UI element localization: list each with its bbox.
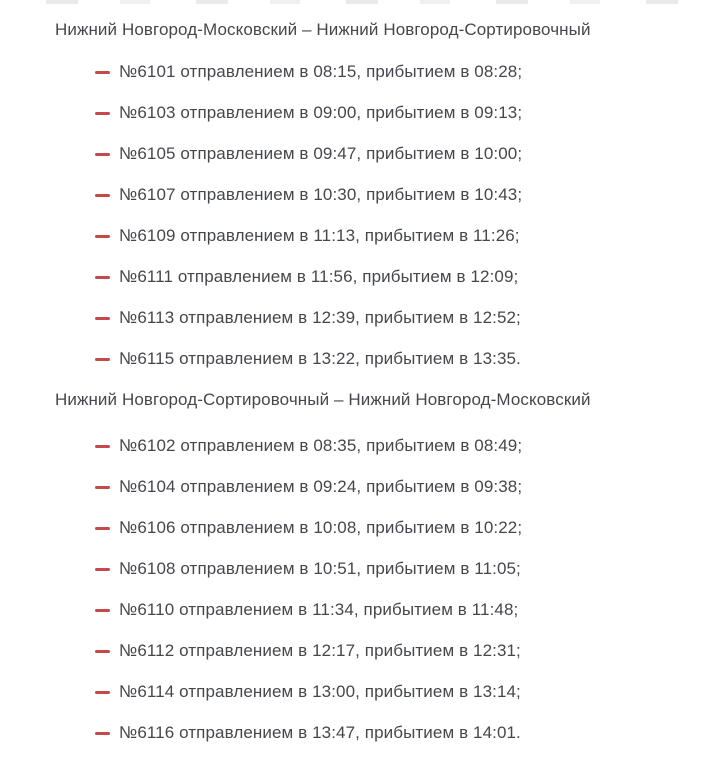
train-schedule-text: №6108 отправлением в 10:51, прибытием в 11:05; <box>119 559 521 578</box>
train-schedule-item <box>95 559 701 579</box>
dash-bullet-icon <box>95 732 110 736</box>
schedule-list <box>95 436 701 743</box>
train-schedule-text: №6116 отправлением в 13:47, прибытием в 14:01. <box>119 723 521 742</box>
dash-bullet-icon <box>95 445 110 449</box>
dash-bullet-icon <box>95 276 110 280</box>
schedule-sections <box>0 20 701 743</box>
dash-bullet-icon <box>95 568 110 572</box>
dash-bullet-icon <box>95 194 110 198</box>
schedule-list <box>95 62 701 369</box>
train-schedule-item <box>95 185 701 205</box>
train-schedule-text: №6107 отправлением в 10:30, прибытием в 10:43; <box>119 185 523 204</box>
train-schedule-item <box>95 600 701 620</box>
train-schedule-item <box>95 267 701 287</box>
train-schedule-item <box>95 144 701 164</box>
train-schedule-item <box>95 477 701 497</box>
train-schedule-item <box>95 641 701 661</box>
train-schedule-item <box>95 226 701 246</box>
route-heading: Нижний Новгород-Сортировочный – Нижний Новгород-Московский <box>55 390 591 409</box>
train-schedule-text: №6105 отправлением в 09:47, прибытием в 10:00; <box>119 144 523 163</box>
clipped-previous-line-remnant <box>0 0 701 4</box>
train-schedule-text: №6104 отправлением в 09:24, прибытием в 09:38; <box>119 477 523 496</box>
dash-bullet-icon <box>95 71 110 75</box>
route-heading: Нижний Новгород-Московский – Нижний Новгород-Сортировочный <box>55 20 591 39</box>
train-schedule-text: №6115 отправлением в 13:22, прибытием в 13:35. <box>119 349 521 368</box>
train-schedule-item <box>95 349 701 369</box>
train-schedule-item <box>95 103 701 123</box>
dash-bullet-icon <box>95 317 110 321</box>
train-schedule-text: №6113 отправлением в 12:39, прибытием в 12:52; <box>119 308 521 327</box>
train-schedule-item <box>95 723 701 743</box>
dash-bullet-icon <box>95 486 110 490</box>
train-schedule-item <box>95 62 701 82</box>
train-schedule-item <box>95 308 701 328</box>
train-schedule-item <box>95 682 701 702</box>
train-schedule-text: №6101 отправлением в 08:15, прибытием в 08:28; <box>119 62 523 81</box>
train-schedule-item <box>95 436 701 456</box>
dash-bullet-icon <box>95 358 110 362</box>
train-schedule-text: №6110 отправлением в 11:34, прибытием в 11:48; <box>119 600 519 619</box>
train-schedule-text: №6109 отправлением в 11:13, прибытием в 11:26; <box>119 226 520 245</box>
train-schedule-item <box>95 518 701 538</box>
train-schedule-text: №6106 отправлением в 10:08, прибытием в 10:22; <box>119 518 523 537</box>
dash-bullet-icon <box>95 650 110 654</box>
train-schedule-text: №6111 отправлением в 11:56, прибытием в 12:09; <box>119 267 519 286</box>
dash-bullet-icon <box>95 609 110 613</box>
train-schedule-text: №6103 отправлением в 09:00, прибытием в 09:13; <box>119 103 523 122</box>
dash-bullet-icon <box>95 691 110 695</box>
dash-bullet-icon <box>95 235 110 239</box>
train-schedule-text: №6112 отправлением в 12:17, прибытием в 12:31; <box>119 641 521 660</box>
train-schedule-text: №6114 отправлением в 13:00, прибытием в 13:14; <box>119 682 521 701</box>
dash-bullet-icon <box>95 112 110 116</box>
train-schedule-content <box>0 20 701 743</box>
train-schedule-text: №6102 отправлением в 08:35, прибытием в 08:49; <box>119 436 523 455</box>
dash-bullet-icon <box>95 153 110 157</box>
dash-bullet-icon <box>95 527 110 531</box>
